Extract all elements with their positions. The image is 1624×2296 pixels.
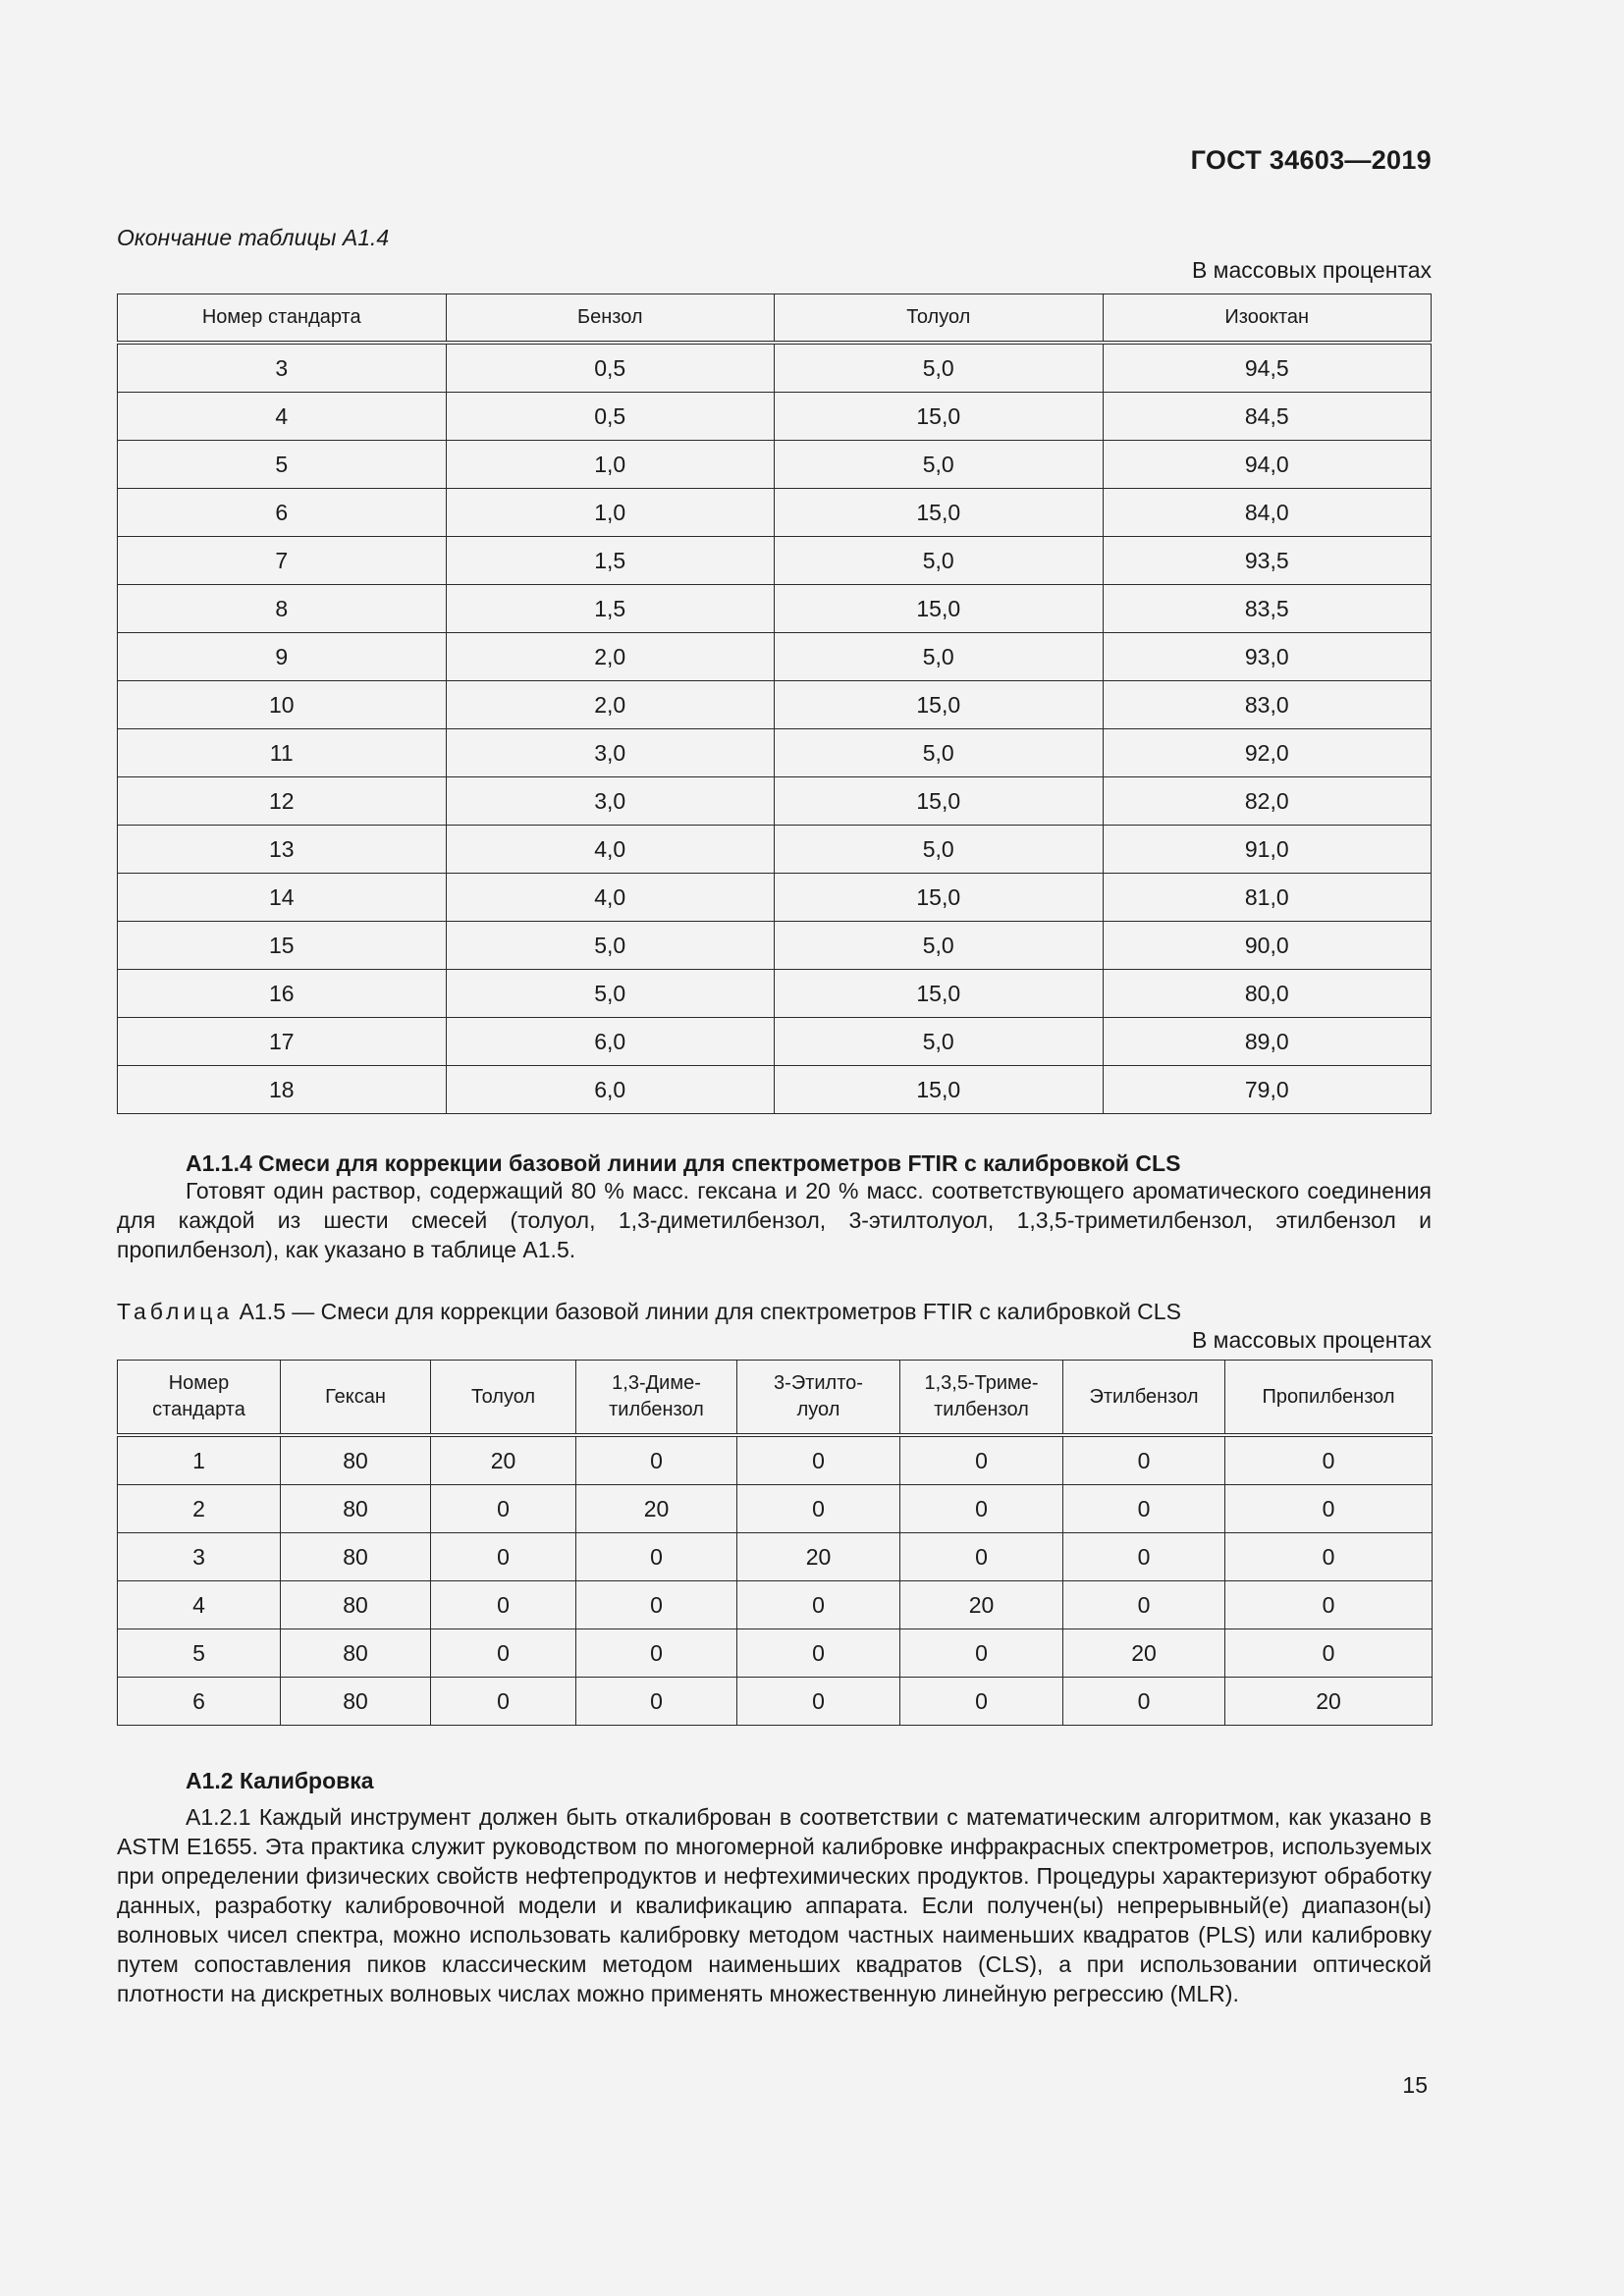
table-cell: 1,0 bbox=[446, 441, 775, 489]
table-cell: 5,0 bbox=[446, 922, 775, 970]
table-cell: 0 bbox=[1225, 1435, 1433, 1485]
table-row bbox=[118, 729, 1432, 777]
table-cell: 5,0 bbox=[446, 970, 775, 1018]
table-cell: 0 bbox=[1225, 1485, 1433, 1533]
table-cell: 1,5 bbox=[446, 585, 775, 633]
table-cell: 80 bbox=[281, 1629, 431, 1678]
table-cell: 80 bbox=[281, 1435, 431, 1485]
table-cell: 0 bbox=[900, 1533, 1063, 1581]
table-row bbox=[118, 441, 1432, 489]
table-cell: 0 bbox=[900, 1435, 1063, 1485]
table-cell: 5,0 bbox=[775, 343, 1104, 393]
table-cell: 93,5 bbox=[1103, 537, 1432, 585]
table-cell: 6,0 bbox=[446, 1066, 775, 1114]
table-cell: 6,0 bbox=[446, 1018, 775, 1066]
table-cell: 8 bbox=[118, 585, 447, 633]
table-cell: 4,0 bbox=[446, 826, 775, 874]
table-cell: 0 bbox=[431, 1533, 576, 1581]
column-header bbox=[900, 1361, 1063, 1436]
table-row bbox=[118, 1629, 1433, 1678]
table-cell: 15,0 bbox=[775, 393, 1104, 441]
table-cell: 81,0 bbox=[1103, 874, 1432, 922]
table-row bbox=[118, 874, 1432, 922]
table-row bbox=[118, 970, 1432, 1018]
table-cell: 0 bbox=[737, 1485, 900, 1533]
column-header-line: луол bbox=[796, 1399, 840, 1420]
table-cell: 80 bbox=[281, 1678, 431, 1726]
table-cell: 5,0 bbox=[775, 826, 1104, 874]
column-header bbox=[1063, 1361, 1225, 1436]
section-paragraph-a1-1-4: Готовят один раствор, содержащий 80 % масс. гексана и 20 % масс. соответствующего ароматического соединения для каждой из шести смесей (толуол, 1,3-диметилбензол, 3-этилтолуол, 1,3,5-триметилбензол, этилбензол и пропилбензол), как указано в таблице А1.5. bbox=[117, 1178, 1432, 1262]
column-header-line: Гексан bbox=[325, 1385, 386, 1408]
column-header bbox=[1225, 1361, 1433, 1436]
table-cell: 16 bbox=[118, 970, 447, 1018]
table-cell: 20 bbox=[737, 1533, 900, 1581]
column-header bbox=[281, 1361, 431, 1436]
section-heading-a1-1-4: А1.1.4 Смеси для коррекции базовой линии для спектрометров FTIR с калибровкой CLS bbox=[186, 1150, 1181, 1176]
table-cell: 94,5 bbox=[1103, 343, 1432, 393]
table-caption-text: А1.5 — Смеси для коррекции базовой линии для спектрометров FTIR с калибровкой CLS bbox=[233, 1299, 1181, 1324]
column-header: Бензол bbox=[446, 294, 775, 344]
table-row bbox=[118, 681, 1432, 729]
table-cell: 13 bbox=[118, 826, 447, 874]
table-row bbox=[118, 633, 1432, 681]
table-cell: 0 bbox=[1225, 1581, 1433, 1629]
table-row bbox=[118, 585, 1432, 633]
table-cell: 2,0 bbox=[446, 633, 775, 681]
table-cell: 18 bbox=[118, 1066, 447, 1114]
column-header-line: тилбензол bbox=[934, 1399, 1029, 1420]
table-cell: 1 bbox=[118, 1435, 281, 1485]
table-row bbox=[118, 1485, 1433, 1533]
table-cell: 94,0 bbox=[1103, 441, 1432, 489]
table-cell: 4 bbox=[118, 1581, 281, 1629]
table-cell: 92,0 bbox=[1103, 729, 1432, 777]
table-cell: 0 bbox=[1063, 1533, 1225, 1581]
table-cell: 4,0 bbox=[446, 874, 775, 922]
table-cell: 0 bbox=[900, 1629, 1063, 1678]
table-cell: 0 bbox=[1225, 1629, 1433, 1678]
table-header-row bbox=[118, 1361, 1433, 1436]
table-cell: 15,0 bbox=[775, 970, 1104, 1018]
table-cell: 15,0 bbox=[775, 874, 1104, 922]
table-cell: 0 bbox=[431, 1678, 576, 1726]
column-header-line: Толуол bbox=[470, 1385, 536, 1408]
column-header bbox=[431, 1361, 576, 1436]
section-paragraph-a1-2-1: А1.2.1 Каждый инструмент должен быть откалиброван в соответствии с математическим алгоритмом, как указано в ASTM E1655. Эта практика служит руководством по многомерной калибровке инфракрасных спектрометров, используемых при определении физических свойств нефтепродуктов и нефтехимических продуктов. Процедуры характеризуют обработку данных, разработку калибровочной модели и квалификацию аппарата. Если получен(ы) непрерывный(е) диапазон(ы) волновых чисел спектра, можно использовать калибровку методом частных наименьших квадратов (PLS) или калибровку путем сопоставления пиков классическим методом наименьших квадратов (CLS), а при использовании оптической плотности на дискретных волновых числах можно применять множественную линейную регрессию (MLR). bbox=[117, 1804, 1432, 2006]
table-cell: 89,0 bbox=[1103, 1018, 1432, 1066]
table-cell: 3 bbox=[118, 343, 447, 393]
column-header-line: 3-Этилто- bbox=[774, 1372, 863, 1394]
table-cell: 0 bbox=[431, 1629, 576, 1678]
table-a1-5 bbox=[117, 1360, 1433, 1726]
table-cell: 80 bbox=[281, 1533, 431, 1581]
table-cell: 80,0 bbox=[1103, 970, 1432, 1018]
table-cell: 15,0 bbox=[775, 585, 1104, 633]
column-header-line: 1,3,5-Триме- bbox=[924, 1372, 1039, 1394]
table-cell: 5,0 bbox=[775, 537, 1104, 585]
column-header-line: Пропилбензол bbox=[1262, 1385, 1395, 1408]
table-cell: 15,0 bbox=[775, 489, 1104, 537]
table-cell: 15 bbox=[118, 922, 447, 970]
table-row bbox=[118, 922, 1432, 970]
table-cell: 80 bbox=[281, 1581, 431, 1629]
table-cell: 0 bbox=[576, 1533, 737, 1581]
section-heading-a1-2: А1.2 Калибровка bbox=[186, 1768, 374, 1793]
table-cell: 10 bbox=[118, 681, 447, 729]
table-caption-word: Таблица bbox=[117, 1299, 234, 1324]
table-cell: 0 bbox=[1063, 1581, 1225, 1629]
table-cell: 79,0 bbox=[1103, 1066, 1432, 1114]
table-cell: 20 bbox=[431, 1435, 576, 1485]
table-cell: 20 bbox=[1063, 1629, 1225, 1678]
table-cell: 20 bbox=[576, 1485, 737, 1533]
table-cell: 15,0 bbox=[775, 1066, 1104, 1114]
table-cell: 5 bbox=[118, 441, 447, 489]
table-a1-4 bbox=[117, 294, 1432, 1114]
table-cell: 6 bbox=[118, 489, 447, 537]
table-cell: 3,0 bbox=[446, 777, 775, 826]
table-cell: 0 bbox=[900, 1678, 1063, 1726]
table-cell: 80 bbox=[281, 1485, 431, 1533]
table-units-label: В массовых процентах bbox=[1191, 257, 1432, 283]
table-cell: 15,0 bbox=[775, 681, 1104, 729]
table-cell: 12 bbox=[118, 777, 447, 826]
column-header bbox=[576, 1361, 737, 1436]
table-row bbox=[118, 1435, 1433, 1485]
column-header-line: тилбензол bbox=[609, 1399, 704, 1420]
table-row bbox=[118, 1581, 1433, 1629]
table-cell: 0 bbox=[576, 1435, 737, 1485]
table-cell: 91,0 bbox=[1103, 826, 1432, 874]
table-row bbox=[118, 1018, 1432, 1066]
table-cell: 0 bbox=[1063, 1435, 1225, 1485]
table-cell: 82,0 bbox=[1103, 777, 1432, 826]
table-cell: 0 bbox=[1225, 1533, 1433, 1581]
table-cell: 0 bbox=[1063, 1678, 1225, 1726]
table-cell: 0 bbox=[737, 1678, 900, 1726]
column-header: Изооктан bbox=[1103, 294, 1432, 344]
table-caption-a1-5 bbox=[117, 1299, 1181, 1325]
table-cell: 3 bbox=[118, 1533, 281, 1581]
table-header-row bbox=[118, 294, 1432, 344]
table-cell: 0 bbox=[1063, 1485, 1225, 1533]
table-cell: 5,0 bbox=[775, 1018, 1104, 1066]
table-row bbox=[118, 777, 1432, 826]
table-row bbox=[118, 1678, 1433, 1726]
table-cell: 20 bbox=[900, 1581, 1063, 1629]
table-cell: 5,0 bbox=[775, 729, 1104, 777]
table-cell: 84,5 bbox=[1103, 393, 1432, 441]
table-cell: 5,0 bbox=[775, 441, 1104, 489]
table-cell: 83,0 bbox=[1103, 681, 1432, 729]
table-row bbox=[118, 393, 1432, 441]
table-cell: 14 bbox=[118, 874, 447, 922]
table-cell: 84,0 bbox=[1103, 489, 1432, 537]
table-cell: 0 bbox=[576, 1629, 737, 1678]
table-cell: 2,0 bbox=[446, 681, 775, 729]
document-code: ГОСТ 34603—2019 bbox=[1190, 145, 1432, 175]
table-cell: 5,0 bbox=[775, 922, 1104, 970]
table-cell: 93,0 bbox=[1103, 633, 1432, 681]
column-header-line: 1,3-Диме- bbox=[612, 1372, 701, 1394]
table-cell: 1,0 bbox=[446, 489, 775, 537]
table-units-label: В массовых процентах bbox=[1191, 1327, 1432, 1353]
table-cell: 0 bbox=[576, 1678, 737, 1726]
column-header-line: Номер bbox=[168, 1372, 230, 1394]
column-header-line: Этилбензол bbox=[1089, 1385, 1199, 1408]
table-cell: 5,0 bbox=[775, 633, 1104, 681]
table-cell: 7 bbox=[118, 537, 447, 585]
table-row bbox=[118, 537, 1432, 585]
table-cell: 11 bbox=[118, 729, 447, 777]
table-row bbox=[118, 1066, 1432, 1114]
table-cell: 0,5 bbox=[446, 393, 775, 441]
table-cell: 9 bbox=[118, 633, 447, 681]
column-header: Номер стандарта bbox=[118, 294, 447, 344]
column-header: Толуол bbox=[775, 294, 1104, 344]
table-continuation-caption: Окончание таблицы А1.4 bbox=[117, 225, 390, 250]
table-cell: 2 bbox=[118, 1485, 281, 1533]
table-cell: 0,5 bbox=[446, 343, 775, 393]
table-row bbox=[118, 826, 1432, 874]
table-cell: 83,5 bbox=[1103, 585, 1432, 633]
table-cell: 20 bbox=[1225, 1678, 1433, 1726]
table-cell: 0 bbox=[431, 1485, 576, 1533]
table-cell: 90,0 bbox=[1103, 922, 1432, 970]
table-cell: 6 bbox=[118, 1678, 281, 1726]
table-cell: 5 bbox=[118, 1629, 281, 1678]
table-cell: 4 bbox=[118, 393, 447, 441]
page-number: 15 bbox=[1402, 2072, 1428, 2098]
table-cell: 0 bbox=[576, 1581, 737, 1629]
table-row bbox=[118, 489, 1432, 537]
table-cell: 17 bbox=[118, 1018, 447, 1066]
table-cell: 0 bbox=[737, 1435, 900, 1485]
table-row bbox=[118, 343, 1432, 393]
column-header-line: стандарта bbox=[152, 1399, 245, 1420]
column-header bbox=[737, 1361, 900, 1436]
table-cell: 3,0 bbox=[446, 729, 775, 777]
table-cell: 1,5 bbox=[446, 537, 775, 585]
table-cell: 0 bbox=[431, 1581, 576, 1629]
table-cell: 0 bbox=[737, 1581, 900, 1629]
table-cell: 15,0 bbox=[775, 777, 1104, 826]
table-cell: 0 bbox=[737, 1629, 900, 1678]
column-header bbox=[118, 1361, 281, 1436]
table-cell: 0 bbox=[900, 1485, 1063, 1533]
table-row bbox=[118, 1533, 1433, 1581]
